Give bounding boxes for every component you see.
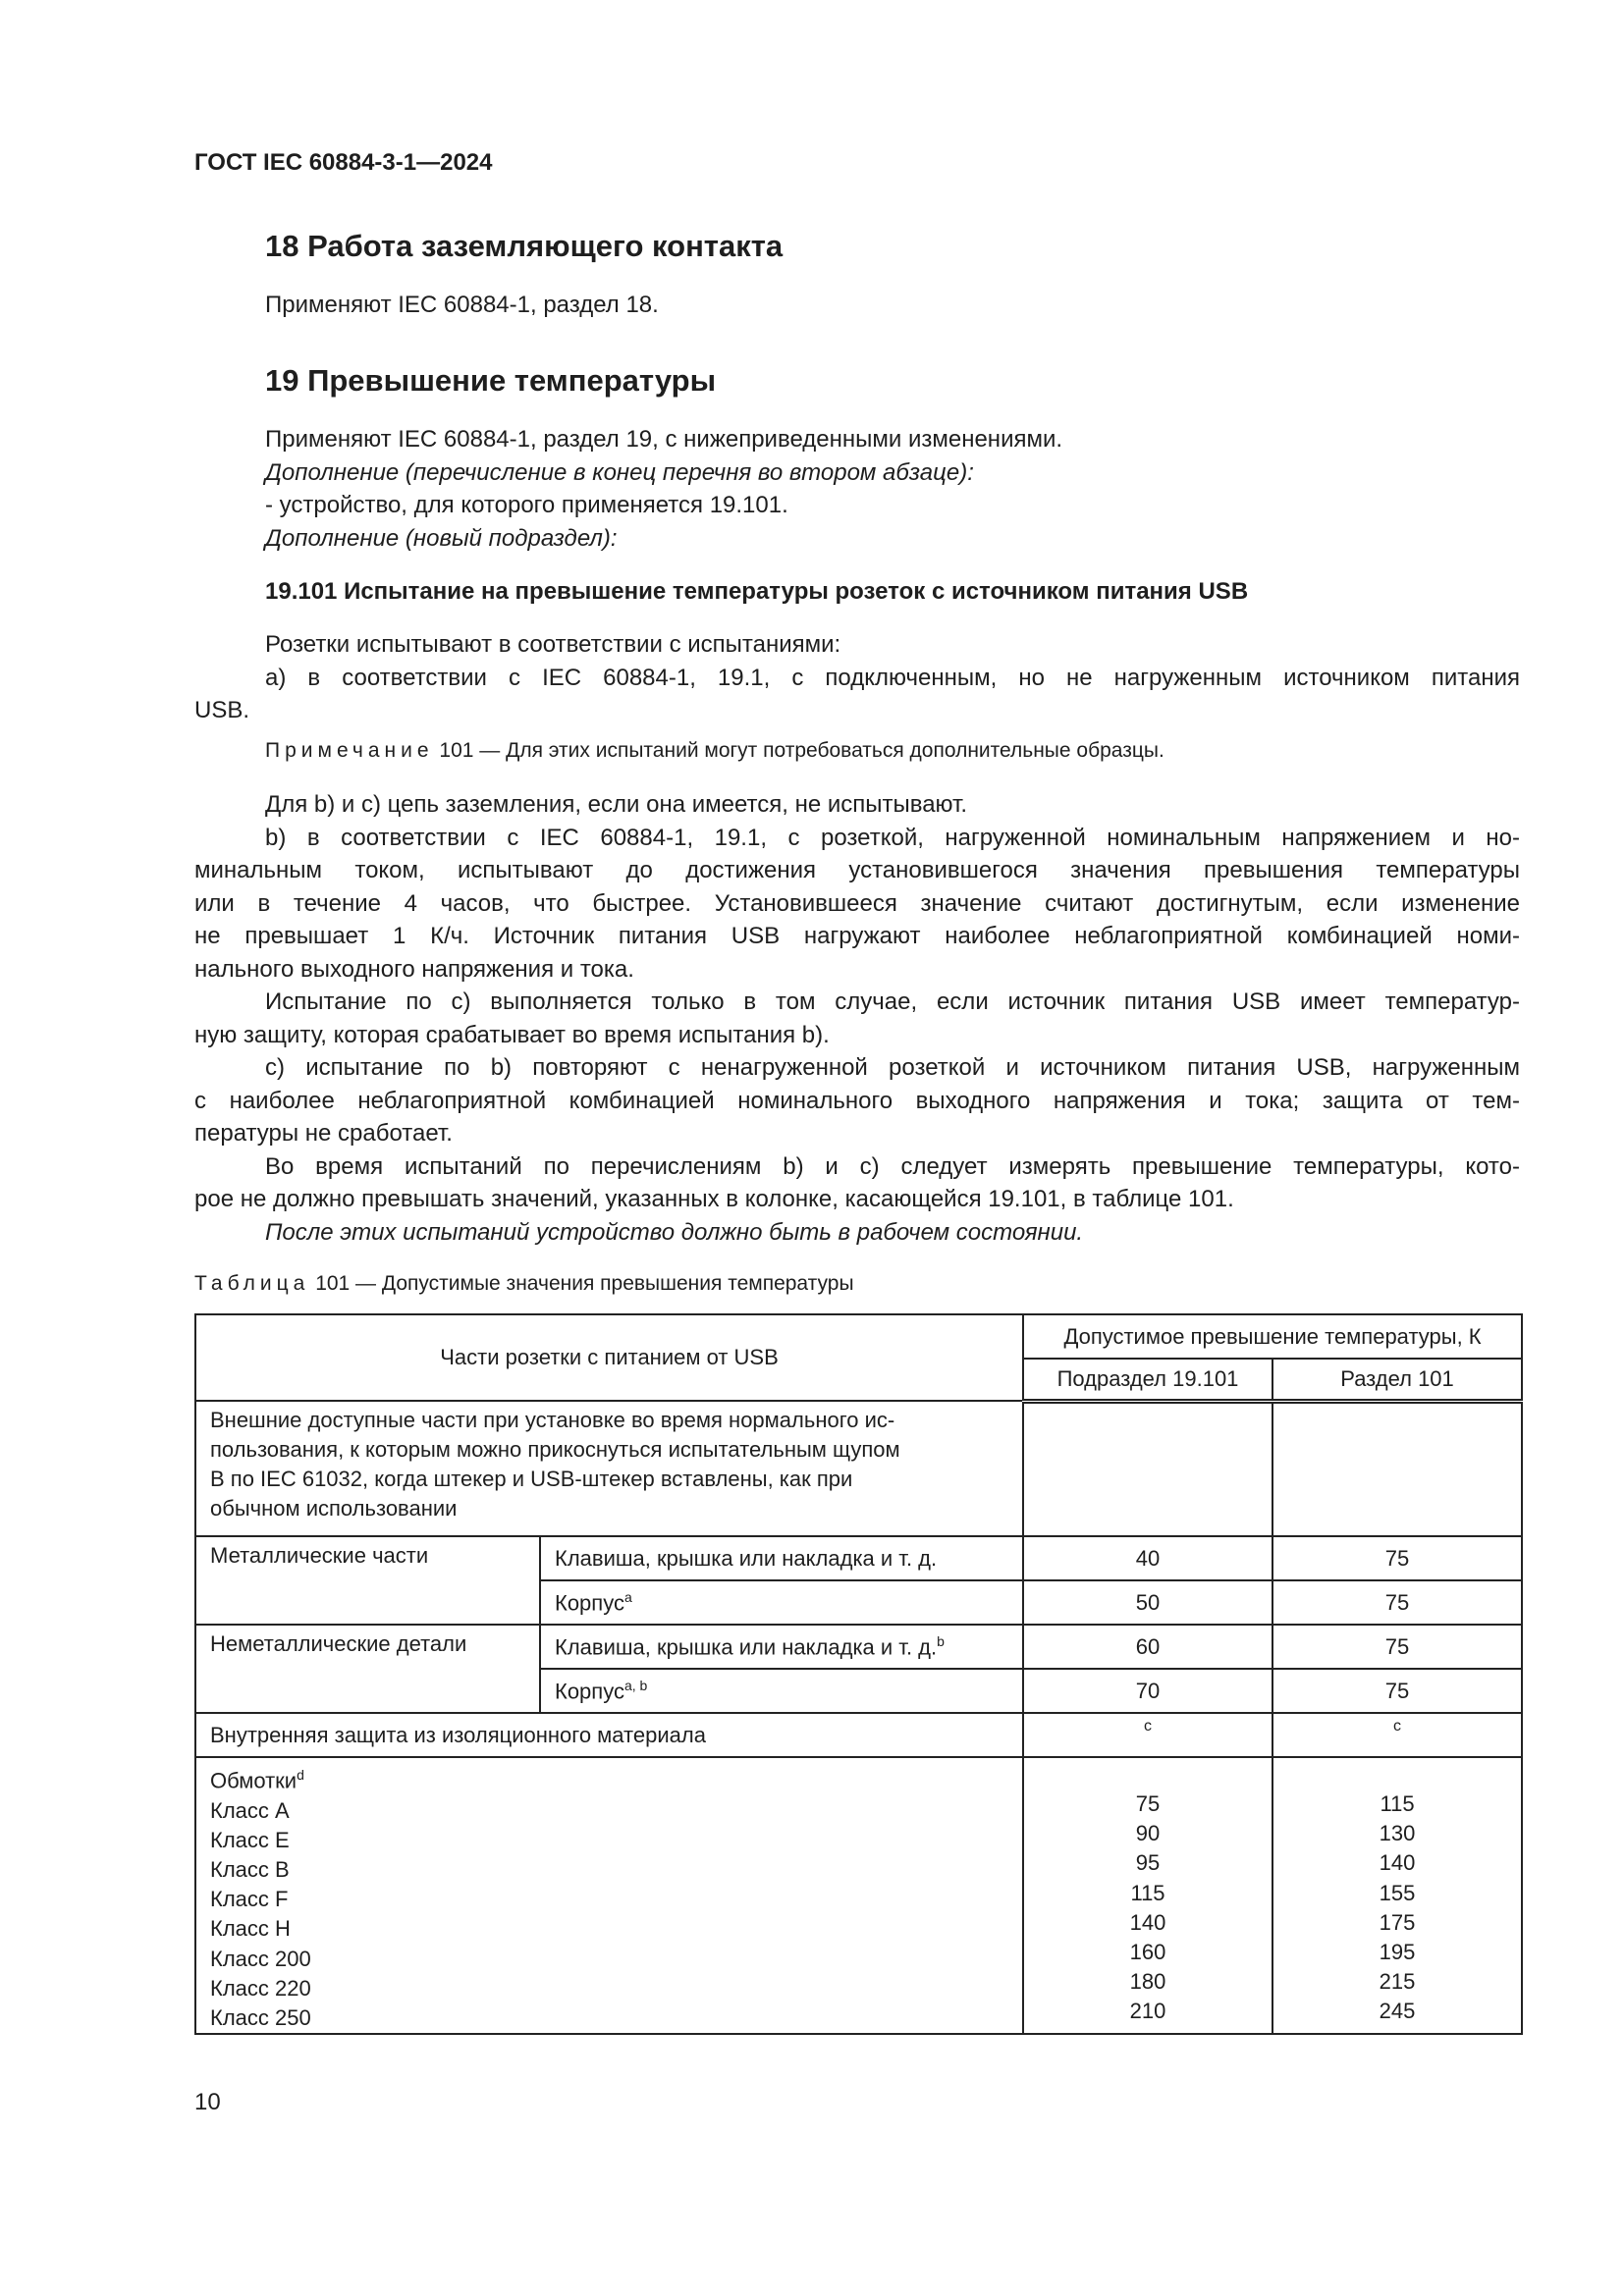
- table-caption-label: Таблица: [194, 1272, 310, 1295]
- value-101: 140: [1379, 1850, 1416, 1876]
- value-19101: 90: [1135, 1821, 1161, 1846]
- external-parts-cell: [195, 1401, 1023, 1536]
- value-19101: 70: [1023, 1669, 1272, 1713]
- part-body: [540, 1669, 1023, 1713]
- header-col-19101: Подраздел 19.101: [1023, 1359, 1272, 1401]
- metal-parts: Металлические части: [195, 1536, 540, 1625]
- text-line: с наиболее неблагоприятной комбинацией номинального выходного напряжения и тока; защита от тем-: [194, 1087, 1520, 1114]
- text-line: Применяют IEC 60884-1, раздел 19, с нижеприведенными изменениями.: [265, 426, 1063, 453]
- test-description: [194, 788, 1520, 1249]
- class-name: Класс 220: [210, 1975, 311, 2001]
- windings-101: [1272, 1757, 1522, 2034]
- header-allowed: Допустимое превышение температуры, К: [1023, 1314, 1522, 1359]
- value-101: 75: [1272, 1580, 1522, 1625]
- table-caption-text: 101 — Допустимые значения превышения температуры: [315, 1272, 854, 1295]
- text-line: или в течение 4 часов, что быстрее. Установившееся значение считают достигнутым, если изменение: [194, 889, 1520, 917]
- cell-line: пользования, к которым можно прикоснуться испытательным щупом: [210, 1437, 900, 1462]
- cell-line: обычном использовании: [210, 1496, 458, 1521]
- windings-label: [210, 1760, 1008, 1796]
- note-text: 101 — Для этих испытаний могут потребоваться дополнительные образцы.: [439, 739, 1164, 762]
- text-line: не превышает 1 К/ч. Источник питания USB нагружают наиболее неблагоприятной комбинацией номи-: [194, 923, 1520, 949]
- text-line: Дополнение (новый подраздел):: [265, 524, 618, 552]
- text-line: b) в соответствии с IEC 60884-1, 19.1, с розеткой, нагруженной номинальным напряжением и но-: [265, 824, 1520, 851]
- temperature-rise-table: [194, 1313, 1523, 2035]
- class-name: Класс Е: [210, 1827, 290, 1852]
- empty-cell: [1023, 1401, 1272, 1536]
- value-19101: 75: [1135, 1791, 1161, 1816]
- cell-text: Обмотки: [210, 1768, 298, 1793]
- value-101: 155: [1379, 1880, 1416, 1905]
- page-number: 10: [194, 2089, 221, 2115]
- section-19-title: 19 Превышение температуры: [265, 363, 717, 398]
- empty-cell: [1272, 1401, 1522, 1536]
- windings-cell: [195, 1757, 1023, 2034]
- section-18-text: Применяют IEC 60884-1, раздел 18.: [265, 292, 659, 318]
- part-label: Клавиша, крышка или накладка и т. д.: [555, 1634, 938, 1660]
- text-line: Испытание по c) выполняется только в том случае, если источник питания USB имеет температур-: [265, 988, 1520, 1015]
- footnote-ref: b: [937, 1632, 945, 1649]
- internal-protection: Внутренняя защита из изоляционного материала: [195, 1713, 1023, 1757]
- value-101: 215: [1379, 1969, 1416, 1995]
- text-line: USB.: [194, 697, 250, 723]
- value-101: 245: [1379, 1999, 1416, 2024]
- value-19101: 95: [1135, 1850, 1161, 1876]
- value-101: 175: [1379, 1909, 1416, 1935]
- text-line: Во время испытаний по перечислениям b) и c) следует измерять превышение температуры, кото-: [265, 1152, 1520, 1180]
- value-101: 75: [1272, 1669, 1522, 1713]
- cell-line: Внешние доступные части при установке во время нормального ис-: [210, 1408, 895, 1432]
- part-label: Корпус: [555, 1590, 624, 1616]
- part-key: Клавиша, крышка или накладка и т. д.: [540, 1536, 1023, 1580]
- value-19101: 180: [1129, 1969, 1166, 1995]
- text-line: нального выходного напряжения и тока.: [194, 955, 634, 983]
- windings-19101: [1023, 1757, 1272, 2034]
- text-line: а) в соответствии с IEC 60884-1, 19.1, с подключенным, но не нагруженным источником питания: [265, 664, 1520, 691]
- class-name: Класс 250: [210, 2004, 311, 2030]
- text-line: Розетки испытывают в соответствии с испытаниями:: [265, 631, 841, 658]
- cell-line: В по IEC 61032, когда штекер и USB-штекер вставлены, как при: [210, 1467, 853, 1491]
- part-body: [540, 1580, 1023, 1625]
- text-line: пературы не сработает.: [194, 1120, 453, 1147]
- header-parts: Части розетки с питанием от USB: [195, 1314, 1023, 1401]
- value-19101: 140: [1129, 1909, 1166, 1935]
- value-19101: 60: [1023, 1625, 1272, 1669]
- footnote-ref: d: [297, 1767, 304, 1783]
- value-101: 195: [1379, 1940, 1416, 1965]
- class-name: Класс Н: [210, 1916, 291, 1942]
- header-col-101: Раздел 101: [1272, 1359, 1522, 1401]
- section-19-text: [194, 423, 1520, 555]
- text-line: минальным током, испытывают до достижения установившегося значения превышения температуры: [194, 857, 1520, 883]
- table-caption: [194, 1272, 854, 1296]
- text-line: - устройство, для которого применяется 19.101.: [265, 492, 788, 518]
- text-line: рое не должно превышать значений, указанных в колонке, касающейся 19.101, в таблице 101.: [194, 1186, 1234, 1212]
- class-name: Класс А: [210, 1797, 290, 1823]
- text-line: После этих испытаний устройство должно быть в рабочем состоянии.: [265, 1218, 1084, 1246]
- section-18-title: 18 Работа заземляющего контакта: [265, 229, 784, 263]
- value-101: 130: [1379, 1821, 1416, 1846]
- value-19101: c: [1023, 1713, 1272, 1757]
- value-19101: 210: [1129, 1999, 1166, 2024]
- text-line: Дополнение (перечисление в конец перечня во втором абзаце):: [265, 458, 974, 486]
- class-name: Класс F: [210, 1887, 289, 1912]
- footnote-ref: a, b: [623, 1677, 648, 1693]
- value-19101: 115: [1130, 1880, 1165, 1905]
- value-19101: 50: [1023, 1580, 1272, 1625]
- class-name: Класс 200: [210, 1946, 311, 1971]
- value-101: 75: [1272, 1625, 1522, 1669]
- class-name: Класс В: [210, 1856, 290, 1882]
- subsection-19-101-title: 19.101 Испытание на превышение температуры розеток с источником питания USB: [265, 578, 1249, 605]
- part-key: [540, 1625, 1023, 1669]
- part-label: Корпус: [555, 1679, 624, 1704]
- subsection-intro: [194, 628, 1520, 727]
- value-19101: 40: [1023, 1536, 1272, 1580]
- footnote-ref: a: [623, 1588, 632, 1605]
- text-line: ную защиту, которая срабатывает во время испытания b).: [194, 1021, 830, 1048]
- value-19101: 160: [1129, 1940, 1166, 1965]
- note-label: Примечание: [265, 739, 434, 762]
- text-line: Для b) и c) цепь заземления, если она имеется, не испытывают.: [265, 791, 968, 818]
- text-line: c) испытание по b) повторяют с ненагруженной розеткой и источником питания USB, нагруженным: [265, 1054, 1520, 1081]
- nonmetal-parts: Неметаллические детали: [195, 1625, 540, 1713]
- document-header: ГОСТ IEC 60884-3-1—2024: [194, 149, 493, 176]
- value-101: 115: [1380, 1791, 1415, 1816]
- value-101: c: [1272, 1713, 1522, 1757]
- note: [265, 739, 1164, 763]
- value-101: 75: [1272, 1536, 1522, 1580]
